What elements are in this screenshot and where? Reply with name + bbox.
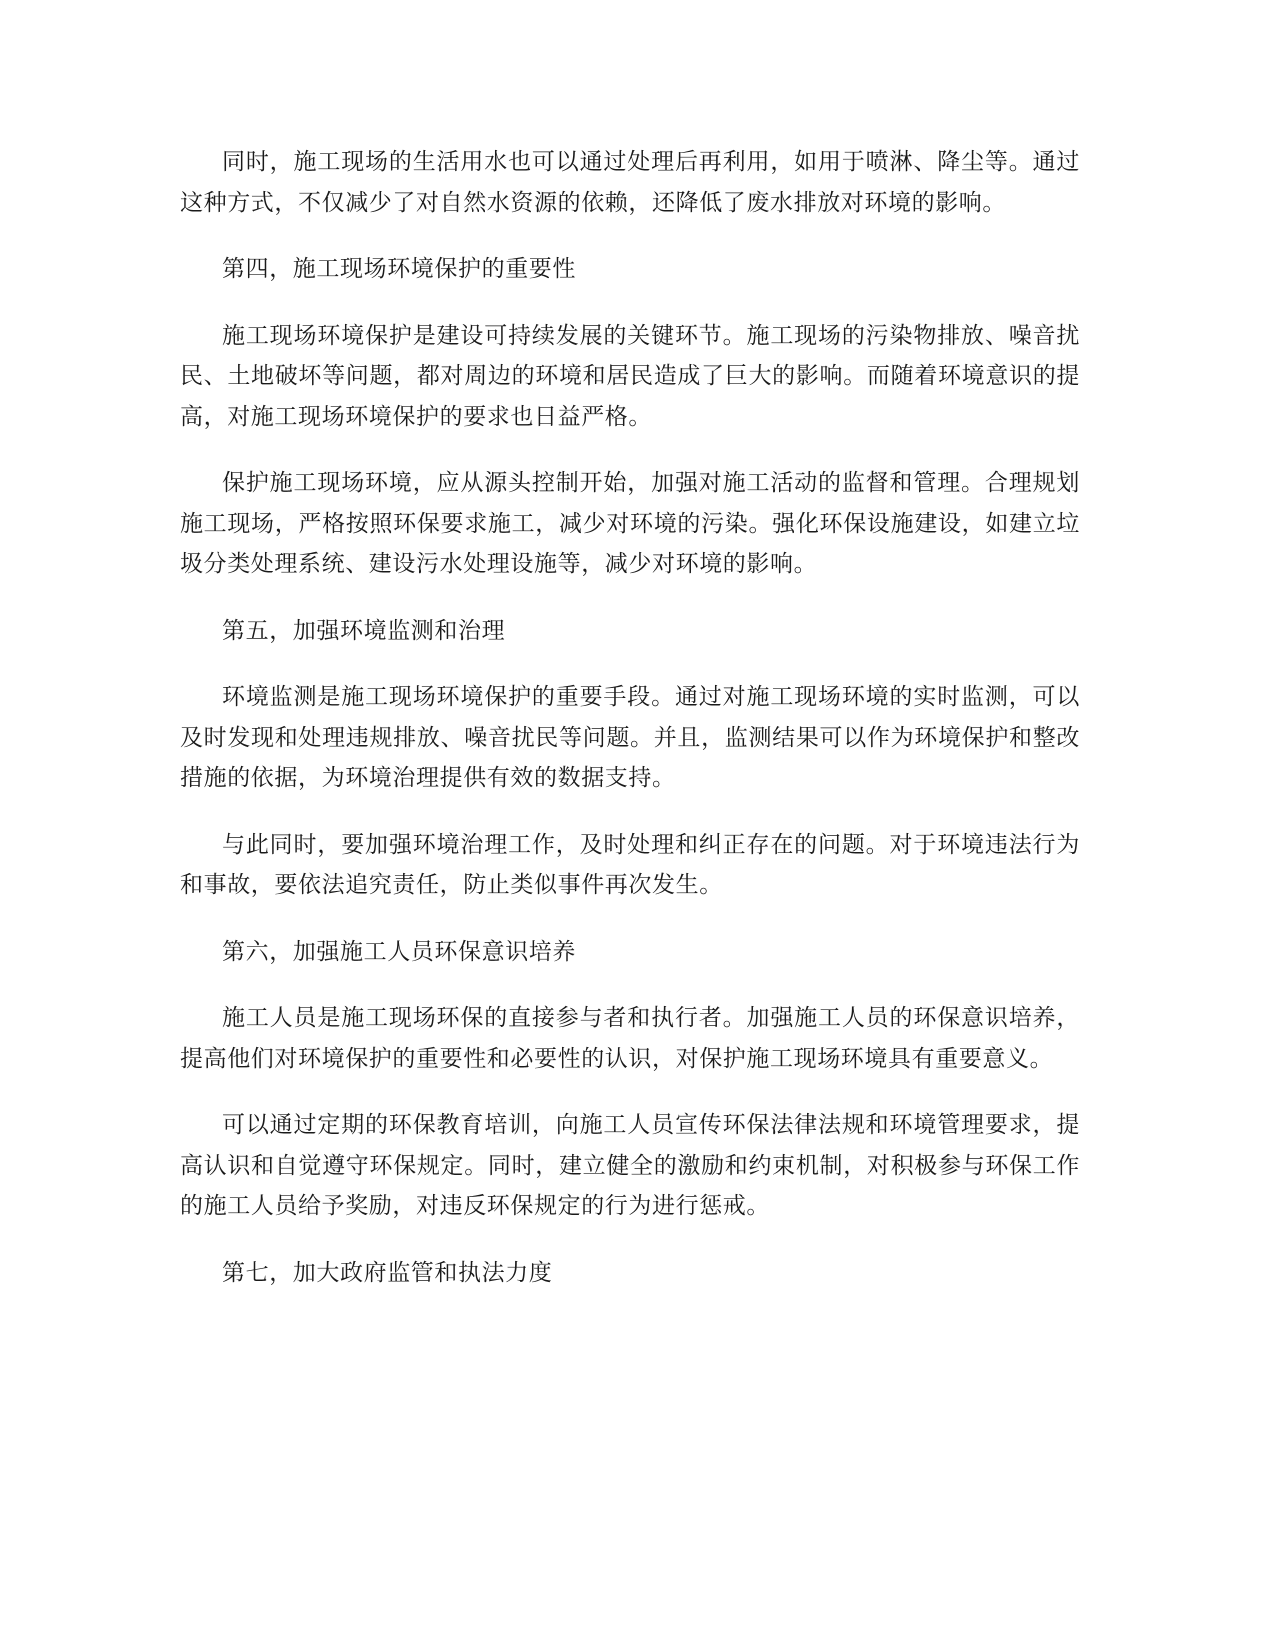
- paragraph-worker-awareness: 施工人员是施工现场环保的直接参与者和执行者。加强施工人员的环保意识培养，提高他们对环境保护的重要性和必要性的认识，对保护施工现场环境具有重要意义。: [180, 1005, 1080, 1072]
- paragraph-source-control: 保护施工现场环境，应从源头控制开始，加强对施工活动的监督和管理。合理规划施工现场，严格按照环保要求施工，减少对环境的污染。强化环保设施建设，如建立垃圾分类处理系统、建设污水处理设施等，减少对环境的影响。: [180, 470, 1080, 577]
- heading-section-6: 第六，加强施工人员环保意识培养: [222, 938, 576, 965]
- document-page: [180, 142, 1080, 1319]
- paragraph-importance: 施工现场环境保护是建设可持续发展的关键环节。施工现场的污染物排放、噪音扰民、土地破坏等问题，都对周边的环境和居民造成了巨大的影响。而随着环境意识的提高，对施工现场环境保护的要求也日益严格。: [180, 322, 1080, 430]
- heading-section-7: 第七，加大政府监管和执法力度: [222, 1259, 553, 1286]
- paragraph-monitoring: 环境监测是施工现场环境保护的重要手段。通过对施工现场环境的实时监测，可以及时发现和处理违规排放、噪音扰民等问题。并且，监测结果可以作为环境保护和整改措施的依据，为环境治理提供有效的数据支持。: [180, 684, 1080, 791]
- paragraph-training: 可以通过定期的环保教育培训，向施工人员宣传环保法律法规和环境管理要求，提高认识和自觉遵守环保规定。同时，建立健全的激励和约束机制，对积极参与环保工作的施工人员给予奖励，对违反环保规定的行为进行惩戒。: [180, 1112, 1080, 1219]
- paragraph-governance: 与此同时，要加强环境治理工作，及时处理和纠正存在的问题。对于环境违法行为和事故，要依法追究责任，防止类似事件再次发生。: [180, 831, 1080, 898]
- heading-section-4: 第四，施工现场环境保护的重要性: [222, 256, 576, 282]
- paragraph-water-reuse: 同时，施工现场的生活用水也可以通过处理后再利用，如用于喷淋、降尘等。通过这种方式，不仅减少了对自然水资源的依赖，还降低了废水排放对环境的影响。: [180, 149, 1080, 216]
- heading-section-5: 第五，加强环境监测和治理: [222, 617, 506, 644]
